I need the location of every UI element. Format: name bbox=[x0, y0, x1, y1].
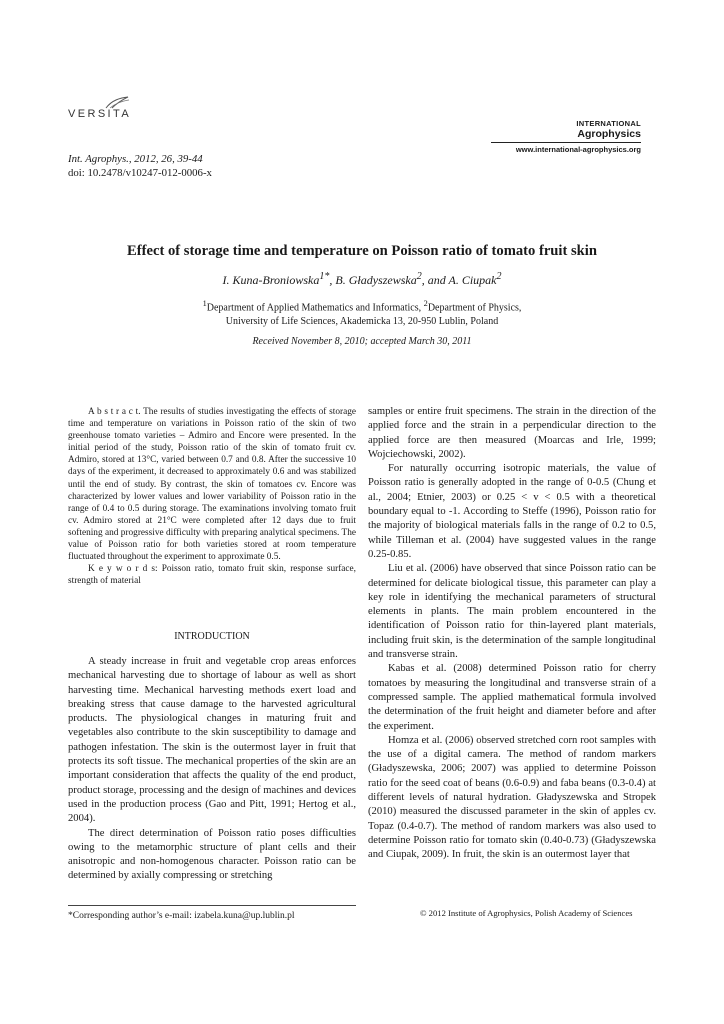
right-paragraph-3: Kabas et al. (2008) determined Poisson ratio for cherry tomatoes by measuring the longitudinal and transverse strain of a compressed sample. The applied mathematical formula involved the determination of the fruit height and diameter before and after the experiment. bbox=[368, 663, 656, 732]
intro-paragraph-2: The direct determination of Poisson ratio poses difficulties owing to the metamorphic structure of plant cells and their anisotropic and non-homogenous character. Poisson ratio can be determined by axially compressing or stretching bbox=[68, 827, 356, 882]
right-paragraph-4: Homza et al. (2006) observed stretched corn root samples with the use of a digital camera. The method of random markers (Gładyszewska, 2006; 2007) was applied to determine Poisson ratio for the seed coat of beans (0.6-0.9) and faba beans (0.3-0.4) at different levels of natural hydration. Gładyszewska and Stropek (2010) measured the discussed parameter in the skin of apples cv. Topaz (0.4-0.7). The method of random markers was also used to determine Poisson ratio for tomato skin (0.40-0.73) (Gładyszewska and Ciupak, 2009). In fruit, the skin is an outermost layer that bbox=[368, 734, 656, 861]
aff-sup-2: 2 bbox=[423, 299, 428, 308]
keywords-label: K e y w o r d s: bbox=[88, 564, 158, 575]
abstract-text: The results of studies investigating the effects of storage time and temperature on variations in Poisson ratio of the skin of two greenhouse tomato varieties – Admiro and Encore were presented. In the initial period of the study, Poisson ratio of the skin of tomato fruit cv. Admiro, stored at 13°C, varied between 0.7 and 0.8. After the successive 10 days of the experiment, it decreased to approximately 0.6 and was stabilized until the end of study. By contrast, the skin of tomatoes cv. Encore was characterized by lower values and lower variability of Poisson ratio in the range of 0.4 to 0.5 during storage. The examinations involving tomato fruit cv. Admiro stored at 21°C were completed after 12 days due to fruit softening and progressive difficulty with preparing analytical specimens. The value of Poisson ratio for both varieties stored at room temperature fluctuated throughout the experiment to approximate 0.5. bbox=[68, 407, 356, 563]
right-paragraph-1: For naturally occurring isotropic materials, the value of Poisson ratio is generally adopted in the range of 0-0.5 (Chung et al., 2004; Etnier, 2003) or 0.25 < v < 0.5 with a theoretical boundary equal to -1. According to Steffe (1996), Poisson ratio for the majority of biological materials falls in the range of 0.2 to 0.5, while Tilleman et al. (2004) have suggested values in the range 0.25-0.85. bbox=[368, 463, 656, 560]
journal-url[interactable]: www.international-agrophysics.org bbox=[515, 145, 641, 154]
journal-masthead bbox=[491, 119, 641, 154]
copyright-text: 2012 Institute of Agrophysics, Polish Academy of Sciences bbox=[426, 908, 633, 918]
citation: Int. Agrophys., 2012, 26, 39-44 bbox=[68, 153, 203, 165]
aff-sup-1: 1 bbox=[202, 299, 207, 308]
author-1: I. Kuna-Broniowska bbox=[222, 273, 320, 287]
masthead-rule bbox=[491, 142, 641, 143]
abstract bbox=[68, 406, 356, 587]
author-3-sup: 2 bbox=[496, 271, 502, 282]
footnote-rule bbox=[68, 905, 356, 906]
author-2-sup: 2 bbox=[416, 271, 422, 282]
author-3: , and A. Ciupak bbox=[421, 273, 497, 287]
right-paragraph-0: samples or entire fruit specimens. The strain in the direction of the applied force and the strain in a perpendicular direction to the applied force are then measured (Moarcas and Irle, 1999; Wojciechowski, 2002). bbox=[368, 406, 656, 460]
intro-body bbox=[68, 655, 356, 884]
affiliation-address: University of Life Sciences, Akademicka 13, 20-950 Lublin, Poland bbox=[225, 316, 499, 328]
keywords-text: Poisson ratio, tomato fruit skin, response surface, strength of material bbox=[68, 564, 356, 587]
right-column-body bbox=[368, 405, 656, 863]
intro-paragraph-1: A steady increase in fruit and vegetable crop areas enforces mechanical harvesting due to shortage of labour as well as short harvesting time. Mechanical harvesting methods exert load and breaking stress that cause damage to the harvested agricultural products. The physiological changes in maturing fruit and vegetables also contribute to the skin susceptibility to damage and pathogen infestation. The skin is the outermost layer in fruit that protects its soft tissue. The mechanical properties of the skin are an important consideration that affects the quality of the end product, product storage, processing and the design of machines and devices used in the production process (Gao and Pitt, 1991; Hertog et al., 2004). bbox=[68, 656, 356, 825]
logo-text: VERSITA bbox=[68, 108, 132, 120]
journal-name: Agrophysics bbox=[577, 128, 641, 140]
journal-intl: INTERNATIONAL bbox=[576, 119, 641, 128]
author-2: , B. Gładyszewska bbox=[329, 273, 417, 287]
affiliation-1: Department of Applied Mathematics and Informatics, bbox=[206, 302, 424, 314]
corresponding-author: *Corresponding author’s e-mail: izabela.kuna@up.lublin.pl bbox=[68, 911, 295, 921]
affiliations bbox=[0, 297, 724, 329]
copyright-symbol: © bbox=[420, 908, 427, 918]
citation-block bbox=[68, 152, 212, 180]
affiliation-2: Department of Physics, bbox=[427, 302, 522, 314]
copyright bbox=[420, 908, 633, 918]
right-paragraph-2: Liu et al. (2006) have observed that since Poisson ratio can be determined for delicate biological tissue, this parameter can play a key role in identifying the mechanical parameters of structural elements in plants. The main problem encountered in the identification of Poisson ratio for thin-layered plant materials, including fruit skin, is the determination of the sample longitudinal and transverse strain. bbox=[368, 563, 656, 661]
author-1-sup: 1* bbox=[319, 271, 330, 282]
received-dates: Received November 8, 2010; accepted March 30, 2011 bbox=[252, 336, 472, 347]
authors bbox=[0, 271, 724, 288]
versita-logo bbox=[68, 96, 148, 126]
doi[interactable]: doi: 10.2478/v10247-012-0006-x bbox=[68, 167, 212, 179]
section-heading: INTRODUCTION bbox=[174, 631, 250, 642]
abstract-label: A b s t r a c t. bbox=[88, 407, 141, 417]
article-title: Effect of storage time and temperature on Poisson ratio of tomato fruit skin bbox=[127, 243, 597, 259]
